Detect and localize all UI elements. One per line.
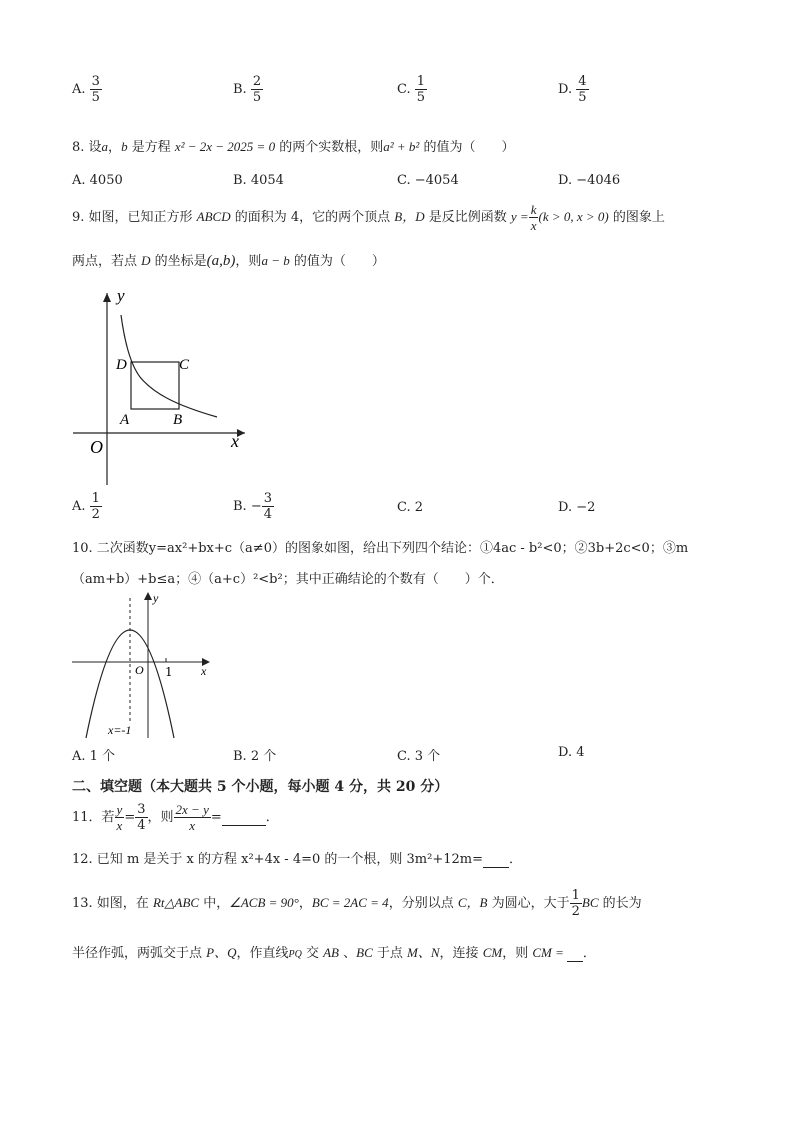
fraction [262, 491, 274, 522]
label-b: B [173, 412, 183, 428]
q8-option-c[interactable]: C. −4054 [397, 173, 459, 188]
q10-stem-line1: 10. 二次函数y=ax²+bx+c（a≠0）的图象如图，给出下列四个结论：①4ac - b²<0；②3b+2c<0；③m [72, 541, 689, 556]
denominator: x [530, 218, 537, 233]
var: C，B [457, 895, 488, 910]
label-x: x [231, 431, 239, 451]
text: 为圆心，大于 [487, 896, 570, 911]
section-title: 二、填空题（本大题共 5 个小题，每小题 4 分，共 20 分） [72, 779, 449, 795]
denominator: x [174, 817, 211, 833]
q13-stem-line1 [72, 888, 642, 919]
option-letter: A. [72, 82, 86, 97]
q10-option-d[interactable]: D. 4 [558, 745, 585, 760]
option-value: 2 [414, 500, 424, 515]
numerator: 1 [571, 888, 580, 903]
text: = [124, 810, 136, 825]
label-o: O [135, 663, 144, 677]
text: 的值为（ ） [289, 254, 385, 269]
expression: a − b [261, 253, 290, 268]
text: 是反比例函数 [424, 210, 511, 225]
y-axis-arrow [103, 293, 111, 302]
var: M、N [407, 945, 440, 960]
denominator: 5 [91, 90, 100, 105]
answer-blank[interactable] [483, 852, 509, 868]
text: 9. 如图，已知正方形 [72, 210, 197, 225]
text: 中， [199, 896, 230, 911]
expression: a² + b² [383, 139, 420, 154]
option-letter: D. [558, 82, 573, 97]
text: ， [298, 896, 312, 911]
text: ． [265, 810, 279, 825]
q8-option-b[interactable]: B. 4054 [233, 173, 284, 188]
text: 两点，若点 [72, 254, 142, 269]
q7-option-b[interactable] [233, 74, 263, 105]
var: ABCD [196, 209, 231, 224]
q8-option-d[interactable]: D. −4046 [558, 173, 621, 188]
var: AB [323, 945, 339, 960]
text: 是方程 [127, 140, 175, 155]
text: ，则 [147, 810, 174, 825]
y-axis-arrow [144, 592, 152, 600]
label-one: 1 [165, 665, 173, 679]
denominator: 5 [416, 90, 426, 105]
numerator: 3 [137, 802, 146, 817]
q13-stem-line2 [72, 942, 596, 962]
option-value: −2 [576, 500, 596, 515]
numerator: y [116, 802, 123, 817]
square-abcd [131, 362, 179, 409]
q7-option-c[interactable] [397, 74, 427, 105]
text: 11．若 [72, 810, 115, 825]
var: PQ [288, 949, 302, 960]
expression: CM = [532, 945, 564, 960]
numerator: 1 [91, 491, 100, 506]
sign: − [250, 499, 262, 514]
text: ． [582, 946, 596, 961]
fraction [251, 74, 263, 105]
numerator: 2 [252, 74, 262, 89]
q10-figure [68, 588, 218, 740]
denominator: 5 [578, 90, 587, 105]
text: ． [509, 852, 523, 867]
option-letter: D. [558, 500, 573, 515]
text: 半径作弧，两弧交于点 [72, 946, 207, 961]
text: ，分别以点 [388, 896, 458, 911]
fraction-y-over-x [115, 802, 125, 833]
option-letter: B. [233, 82, 247, 97]
text: ，则 [502, 946, 533, 961]
var: P、Q [206, 945, 237, 960]
var: a [101, 139, 109, 154]
fraction [90, 74, 102, 105]
q9-option-a[interactable] [72, 491, 102, 522]
var: b [121, 139, 128, 154]
text: 于点 [372, 946, 408, 961]
denominator: 2 [91, 507, 100, 522]
q7-option-a[interactable] [72, 74, 102, 105]
q9-stem-line1 [72, 202, 665, 233]
option-letter: B. [233, 499, 247, 514]
var: D [141, 253, 151, 268]
q8-stem [72, 136, 514, 155]
q9-option-c[interactable] [397, 500, 423, 515]
expression: ∠ACB = 90° [229, 895, 299, 910]
denominator: 4 [263, 507, 273, 522]
text: 13. 如图，在 [72, 896, 153, 911]
q10-option-a[interactable]: A. 1 个 [72, 749, 116, 764]
fraction-3-over-4 [135, 802, 147, 833]
coordinate: (a,b) [206, 253, 236, 269]
q9-option-b[interactable] [233, 491, 274, 522]
label-d: D [116, 357, 127, 373]
text: 的图象上 [608, 210, 665, 225]
var: CM [482, 945, 503, 960]
var: BC [356, 945, 373, 960]
q9-option-d[interactable] [558, 500, 595, 515]
option-letter: A. [72, 499, 86, 514]
text: ，作直线 [236, 946, 289, 961]
hyperbola-curve [121, 315, 217, 417]
label-y: y [153, 591, 159, 605]
fraction [576, 74, 588, 105]
q10-option-b[interactable]: B. 2 个 [233, 749, 277, 764]
text: 的两个实数根，则 [275, 140, 384, 155]
q12-stem [72, 848, 522, 868]
fraction-one-half [570, 888, 582, 919]
numerator: 3 [263, 491, 273, 506]
label-y: y [117, 286, 125, 305]
text: 、 [339, 946, 357, 961]
text: 交 [301, 946, 324, 961]
label-c: C [179, 357, 190, 373]
text: ，则 [235, 254, 262, 269]
var: BC [581, 895, 599, 910]
q10-option-c[interactable]: C. 3 个 [397, 749, 441, 764]
fraction-expression [174, 802, 211, 833]
option-letter: C. [397, 500, 411, 515]
q10-stem-line2: （am+b）+b≤a；④（a+c）²<b²；其中正确结论的个数有（ ）个． [72, 572, 504, 587]
var: B，D [394, 209, 425, 224]
numerator: 2x − y [175, 802, 209, 817]
text: 8. 设 [72, 140, 102, 155]
label-o: O [90, 437, 103, 457]
text: 的长为 [598, 896, 642, 911]
text: 的面积为 4，它的两个顶点 [230, 210, 395, 225]
label-symmetry-axis: x=-1 [108, 723, 132, 737]
text: 的坐标是 [150, 254, 207, 269]
denominator: 5 [252, 90, 262, 105]
fraction [415, 74, 427, 105]
q8-option-a[interactable]: A. 4050 [72, 173, 123, 188]
denominator: 4 [137, 818, 146, 833]
answer-blank[interactable] [222, 810, 266, 826]
expression: BC = 2AC = 4 [311, 895, 389, 910]
condition: (k > 0, x > 0) [538, 209, 609, 224]
text: ， [108, 140, 122, 155]
numerator: k [530, 202, 537, 217]
text: ，连接 [439, 946, 483, 961]
label-x: x [201, 664, 207, 678]
denominator: 2 [571, 904, 580, 919]
numerator: 1 [416, 74, 426, 89]
text: = [210, 810, 222, 825]
equation: x² − 2x − 2025 = 0 [174, 139, 276, 154]
q7-option-d[interactable] [558, 74, 589, 105]
q9-stem-line2 [72, 250, 385, 270]
text: 12. 已知 m 是关于 x 的方程 x²+4x - 4=0 的一个根，则 3m²+12m= [72, 852, 483, 867]
fraction [90, 491, 102, 522]
denominator: x [116, 818, 123, 833]
option-letter: C. [397, 82, 411, 97]
numerator: 4 [578, 74, 587, 89]
q9-figure [65, 285, 255, 490]
text: 的值为（ ） [419, 140, 515, 155]
q11-stem [72, 802, 279, 833]
label-a: A [120, 412, 130, 428]
function-lhs: y = [510, 209, 529, 224]
answer-blank[interactable] [567, 946, 583, 962]
var: Rt△ABC [152, 895, 200, 910]
numerator: 3 [91, 74, 100, 89]
